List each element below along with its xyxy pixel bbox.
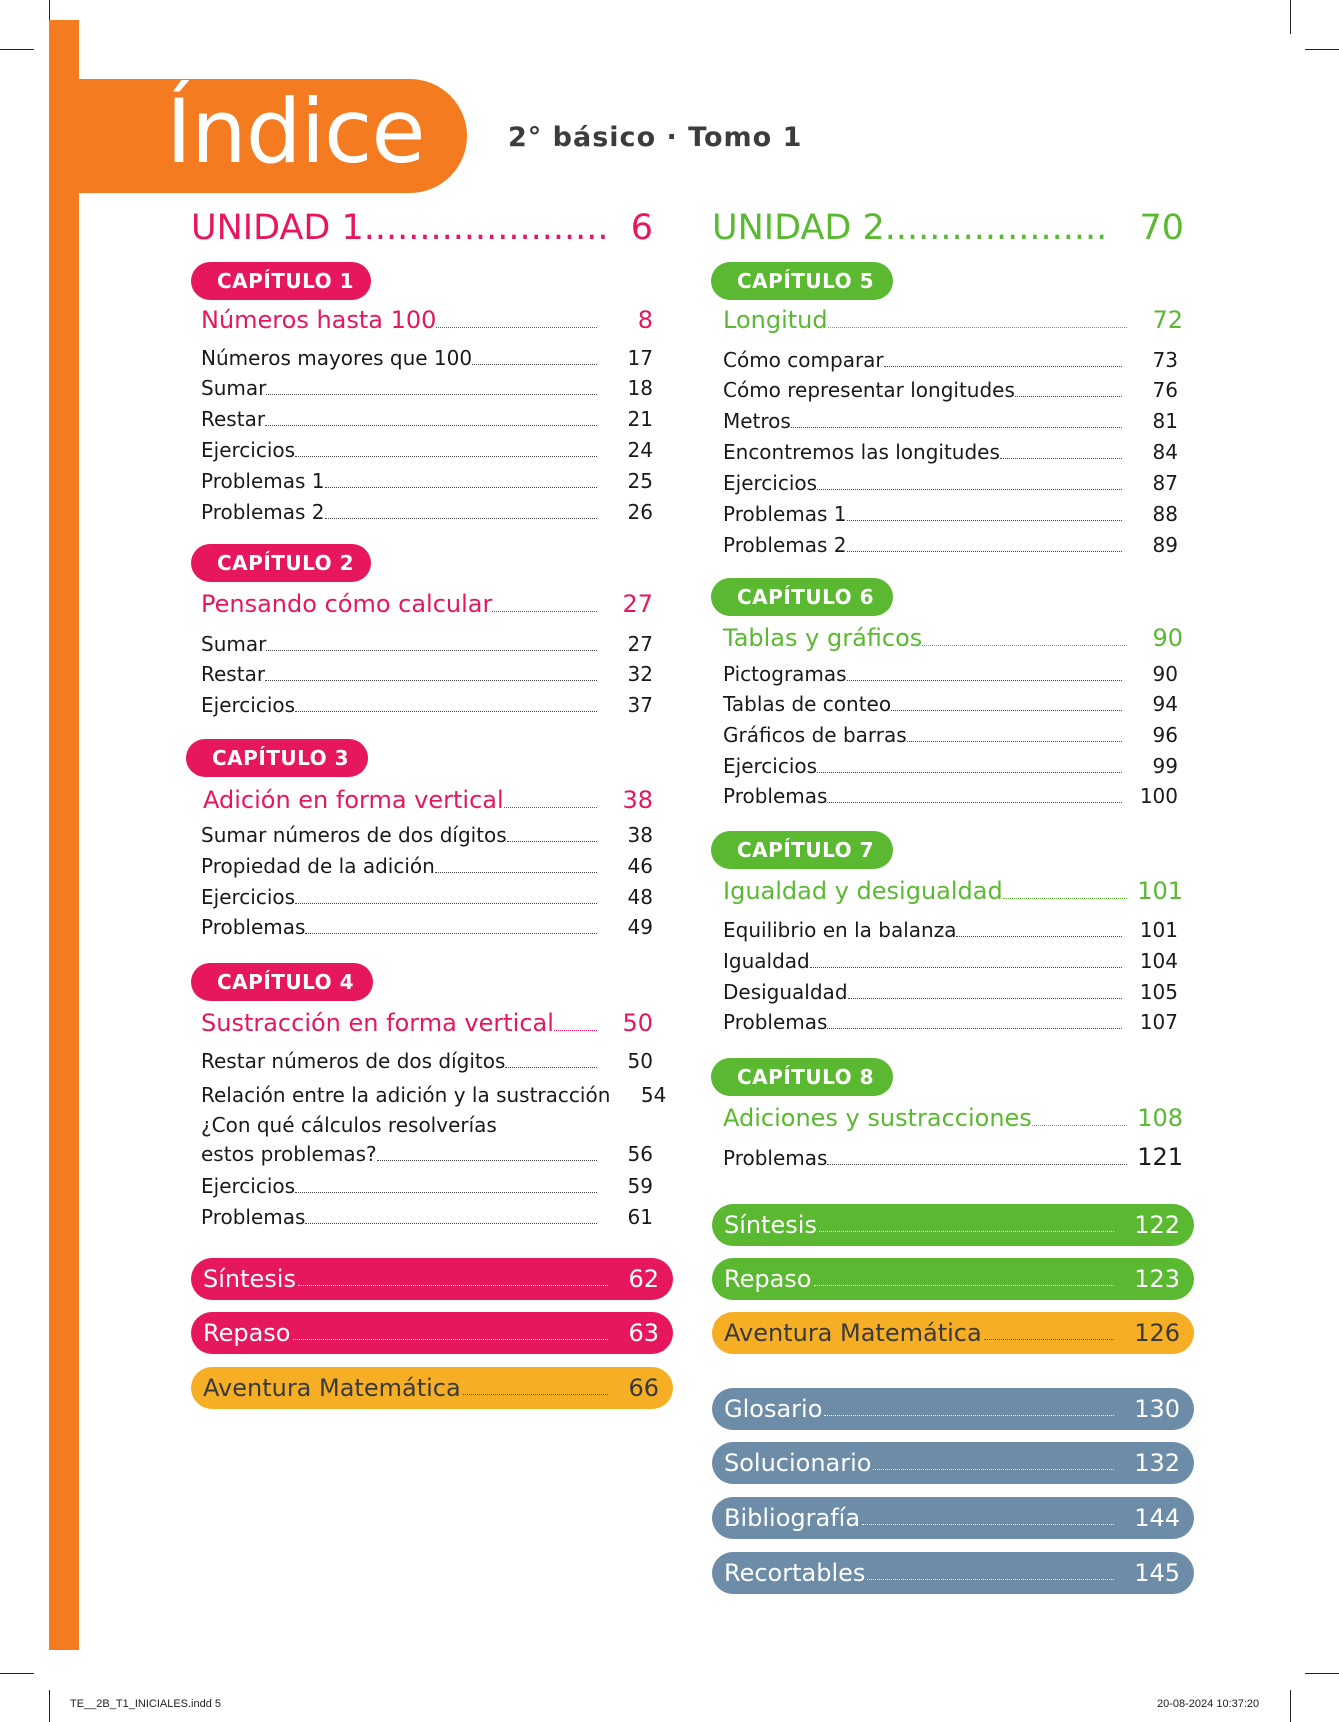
chapter-1-badge: CAPÍTULO 1 [191,262,371,300]
toc-entry[interactable] [201,1049,653,1073]
footer-timestamp: 20-08-2024 10:37:20 [1157,1698,1260,1710]
entry-label: estos problemas? [201,1142,377,1166]
pill-page: 144 [1134,1504,1180,1532]
dot-leader [554,1030,597,1031]
toc-entry[interactable] [201,632,653,656]
dot-leader [295,456,597,457]
dot-leader [828,327,1127,328]
entry-label: Longitud [723,306,828,334]
entry-page: 48 [627,885,653,909]
entry-page: 76 [1152,378,1178,402]
entry-page: 72 [1152,306,1183,334]
sintesis-link[interactable] [712,1204,1194,1246]
entry-label: Relación entre la adición y la sustracción [201,1083,611,1107]
entry-page: 101 [1139,918,1178,942]
dot-leader [295,711,597,712]
dot-leader [873,1469,1114,1470]
chapter-3-badge: CAPÍTULO 3 [186,739,368,777]
toc-entry[interactable] [201,885,653,909]
entry-label: Problemas 2 [201,500,325,524]
dot-leader [265,425,597,426]
entry-page: 37 [627,693,653,717]
entry-page: 50 [622,1009,653,1037]
unit-1-label: UNIDAD 1 [191,208,364,248]
entry-label: Cómo representar longitudes [723,378,1015,402]
chapter-4-badge: CAPÍTULO 4 [191,963,373,1001]
solucionario-link[interactable] [712,1442,1194,1484]
entry-label: Problemas 2 [723,533,847,557]
repaso-link[interactable] [712,1258,1194,1300]
dot-leader [463,1394,609,1395]
entry-page: 87 [1152,471,1178,495]
aventura-matematica-link[interactable] [191,1367,673,1409]
recortables-link[interactable] [712,1552,1194,1594]
entry-label: Ejercicios [201,693,296,717]
pill-label: Aventura Matemática [724,1319,982,1347]
entry-label: Cómo comparar [723,348,884,372]
entry-label: Gráficos de barras [723,723,907,747]
dot-leader [325,487,597,488]
pill-page: 132 [1134,1449,1180,1477]
toc-entry[interactable] [723,980,1178,1004]
dot-leader [984,1339,1115,1340]
unit-1-page: 6 [630,208,653,248]
entry-page: 99 [1152,754,1178,778]
entry-page: 26 [627,500,653,524]
dot-leader [817,772,1122,773]
entry-page: 121 [1137,1143,1183,1171]
toc-entry-multiline-label: ¿Con qué cálculos resolverías [201,1113,497,1137]
entry-label: Propiedad de la adición [201,854,435,878]
toc-entry[interactable] [201,1205,653,1229]
entry-label: Igualdad [723,949,810,973]
toc-entry[interactable] [723,949,1178,973]
toc-entry[interactable] [201,1174,653,1198]
crop-mark [1305,1673,1339,1674]
side-bar [49,20,79,1650]
pill-label: Aventura Matemática [203,1374,461,1402]
dot-leader [266,394,597,395]
toc-entry[interactable] [723,471,1178,495]
crop-mark [1305,49,1339,50]
pill-page: 66 [628,1374,659,1402]
entry-label: Restar [201,662,266,686]
entry-page: 105 [1139,980,1178,1004]
pill-page: 122 [1134,1211,1180,1239]
dot-leader [819,1231,1114,1232]
unit-1-dots: ...................... [363,208,609,248]
dot-leader [293,1339,609,1340]
entry-label: Problemas 1 [723,502,847,526]
entry-page: 89 [1152,533,1178,557]
footer-filename: TE__2B_T1_INICIALES.indd 5 [70,1698,222,1710]
dot-leader [266,650,597,651]
entry-label: Ejercicios [201,885,296,909]
dot-leader [435,872,597,873]
entry-label: Problemas 1 [201,469,325,493]
entry-label: Pictogramas [723,662,847,686]
toc-entry[interactable] [723,348,1178,372]
toc-entry[interactable] [723,692,1178,716]
entry-label: Ejercicios [201,1174,296,1198]
entry-label: Ejercicios [723,754,818,778]
dot-leader [492,611,597,612]
entry-label: Números hasta 100 [201,306,437,334]
entry-page: 46 [627,854,653,878]
entry-page: 21 [627,407,653,431]
pill-page: 123 [1134,1265,1180,1293]
dot-leader [847,551,1122,552]
toc-entry[interactable] [723,1143,1183,1171]
chapter-1-title[interactable] [201,306,653,334]
dot-leader [325,518,597,519]
dot-leader [305,933,597,934]
toc-entry[interactable] [201,376,653,400]
toc-entry[interactable] [201,662,653,686]
entry-label: Tablas y gráficos [723,624,923,652]
toc-entry[interactable] [723,533,1178,557]
entry-label: Sumar números de dos dígitos [201,823,507,847]
entry-page: 88 [1152,502,1178,526]
entry-page: 56 [627,1142,653,1166]
dot-leader [1032,1125,1127,1126]
unit-2-page: 70 [1139,208,1184,248]
toc-entry[interactable] [723,662,1178,686]
toc-entry[interactable] [723,784,1178,808]
toc-entry[interactable] [723,440,1178,464]
chapter-5-badge: CAPÍTULO 5 [711,262,893,300]
dot-leader [814,1285,1115,1286]
pill-page: 63 [628,1319,659,1347]
chapter-5-title[interactable] [723,306,1183,334]
toc-entry[interactable] [723,1010,1178,1034]
bibliografia-link[interactable] [712,1497,1194,1539]
dot-leader [1015,396,1122,397]
toc-entry[interactable] [723,502,1178,526]
dot-leader [907,741,1122,742]
entry-label: Problemas [201,1205,306,1229]
entry-page: 108 [1137,1104,1183,1132]
entry-page: 24 [627,438,653,462]
entry-label: Ejercicios [201,438,296,462]
entry-page: 100 [1139,784,1178,808]
pill-label: Recortables [724,1559,866,1587]
chapter-2-badge: CAPÍTULO 2 [191,544,371,582]
entry-page: 50 [627,1049,653,1073]
chapter-8-badge: CAPÍTULO 8 [711,1058,893,1096]
entry-label: Problemas [723,784,828,808]
toc-entry[interactable] [723,918,1178,942]
entry-page: 61 [627,1205,653,1229]
entry-page: 32 [627,662,653,686]
entry-page: 25 [627,469,653,493]
page-title: Índice [166,80,425,183]
page-subtitle: 2° básico · Tomo 1 [508,122,803,153]
entry-page: 49 [627,915,653,939]
entry-label: Problemas [723,1146,828,1170]
entry-label: Encontremos las longitudes [723,440,1000,464]
pill-page: 62 [628,1265,659,1293]
chapter-8-title[interactable] [723,1104,1183,1132]
entry-label: Igualdad y desigualdad [723,877,1003,905]
entry-label: Problemas [201,915,306,939]
dot-leader [1000,458,1122,459]
dot-leader [867,1579,1114,1580]
toc-entry[interactable] [201,469,653,493]
dot-leader [847,680,1122,681]
dot-leader [862,1524,1114,1525]
entry-page: 8 [637,306,653,334]
toc-entry[interactable] [201,854,653,878]
entry-label: Pensando cómo calcular [201,590,493,618]
toc-entry[interactable] [201,1083,667,1107]
entry-page: 96 [1152,723,1178,747]
pill-label: Síntesis [203,1265,296,1293]
entry-page: 38 [627,823,653,847]
dot-leader [1003,898,1127,899]
pill-label: Glosario [724,1395,823,1423]
toc-entry[interactable] [201,500,653,524]
dot-leader [884,366,1122,367]
toc-entry[interactable] [201,407,653,431]
dot-leader [827,1028,1122,1029]
entry-page: 90 [1152,624,1183,652]
entry-label: Números mayores que 100 [201,346,473,370]
dot-leader [377,1160,597,1161]
crop-mark [49,1690,50,1722]
repaso-link[interactable] [191,1312,673,1354]
entry-label: Sumar [201,632,267,656]
aventura-matematica-link[interactable] [712,1312,1194,1354]
entry-label: Sustracción en forma vertical [201,1009,554,1037]
toc-entry[interactable] [201,915,653,939]
chapter-6-badge: CAPÍTULO 6 [711,578,893,616]
dot-leader [791,427,1122,428]
dot-leader [847,520,1122,521]
unit-2-label: UNIDAD 2 [712,208,885,248]
entry-page: 27 [627,632,653,656]
entry-page: 59 [627,1174,653,1198]
toc-entry[interactable] [723,754,1178,778]
dot-leader [305,1223,597,1224]
chapter-3-title[interactable] [203,786,653,814]
crop-mark [0,1673,34,1674]
dot-leader [265,680,597,681]
dot-leader [472,364,597,365]
dot-leader [298,1285,608,1286]
toc-entry[interactable] [201,1142,653,1166]
toc-entry[interactable] [723,723,1178,747]
entry-page: 94 [1152,692,1178,716]
entry-page: 107 [1139,1010,1178,1034]
entry-label: Problemas [723,1010,828,1034]
dot-leader [504,807,597,808]
chapter-4-title[interactable] [201,1009,653,1037]
entry-label: Restar números de dos dígitos [201,1049,506,1073]
entry-label: Metros [723,409,791,433]
entry-page: 18 [627,376,653,400]
pill-label: Síntesis [724,1211,817,1239]
pill-page: 130 [1134,1395,1180,1423]
dot-leader [848,998,1122,999]
dot-leader [507,841,597,842]
toc-entry[interactable] [201,823,653,847]
sintesis-link[interactable] [191,1258,673,1300]
dot-leader [505,1067,597,1068]
unit-2-heading [712,208,1184,248]
dot-leader [295,903,597,904]
dot-leader [827,802,1122,803]
dot-leader [436,327,597,328]
pill-label: Solucionario [724,1449,872,1477]
entry-page: 73 [1152,348,1178,372]
entry-label: Adición en forma vertical [203,786,504,814]
dot-leader [295,1192,597,1193]
unit-2-dots: .................... [884,208,1108,248]
entry-label: Ejercicios [723,471,818,495]
entry-page: 84 [1152,440,1178,464]
dot-leader [922,645,1127,646]
crop-mark [1290,0,1291,34]
toc-entry[interactable] [201,346,653,370]
entry-label: Sumar [201,376,267,400]
entry-page: 17 [627,346,653,370]
chapter-6-title[interactable] [723,624,1183,652]
entry-page: 38 [622,786,653,814]
toc-entry[interactable] [201,693,653,717]
toc-entry[interactable] [201,438,653,462]
pill-label: Bibliografía [724,1504,861,1532]
pill-page: 126 [1134,1319,1180,1347]
entry-page: 104 [1139,949,1178,973]
unit-1-heading [191,208,653,248]
entry-page: 81 [1152,409,1178,433]
glosario-link[interactable] [712,1388,1194,1430]
entry-label: Equilibrio en la balanza [723,918,957,942]
pill-label: Repaso [724,1265,812,1293]
entry-label: Restar [201,407,266,431]
dot-leader [824,1415,1114,1416]
entry-label: Adiciones y sustracciones [723,1104,1032,1132]
dot-leader [817,489,1122,490]
crop-mark [0,49,34,50]
dot-leader [956,936,1122,937]
chapter-2-title[interactable] [201,590,653,618]
dot-leader [827,1164,1127,1165]
dot-leader [810,967,1122,968]
entry-label: Tablas de conteo [723,692,892,716]
toc-entry[interactable] [723,378,1178,402]
pill-page: 145 [1134,1559,1180,1587]
entry-page: 90 [1152,662,1178,686]
pill-label: Repaso [203,1319,291,1347]
entry-page: 54 [640,1083,667,1107]
chapter-7-badge: CAPÍTULO 7 [711,831,893,869]
chapter-7-title[interactable] [723,877,1183,905]
entry-page: 27 [622,590,653,618]
dot-leader [891,710,1122,711]
toc-entry[interactable] [723,409,1178,433]
entry-page: 101 [1137,877,1183,905]
crop-mark [1290,1690,1291,1722]
entry-label: Desigualdad [723,980,848,1004]
